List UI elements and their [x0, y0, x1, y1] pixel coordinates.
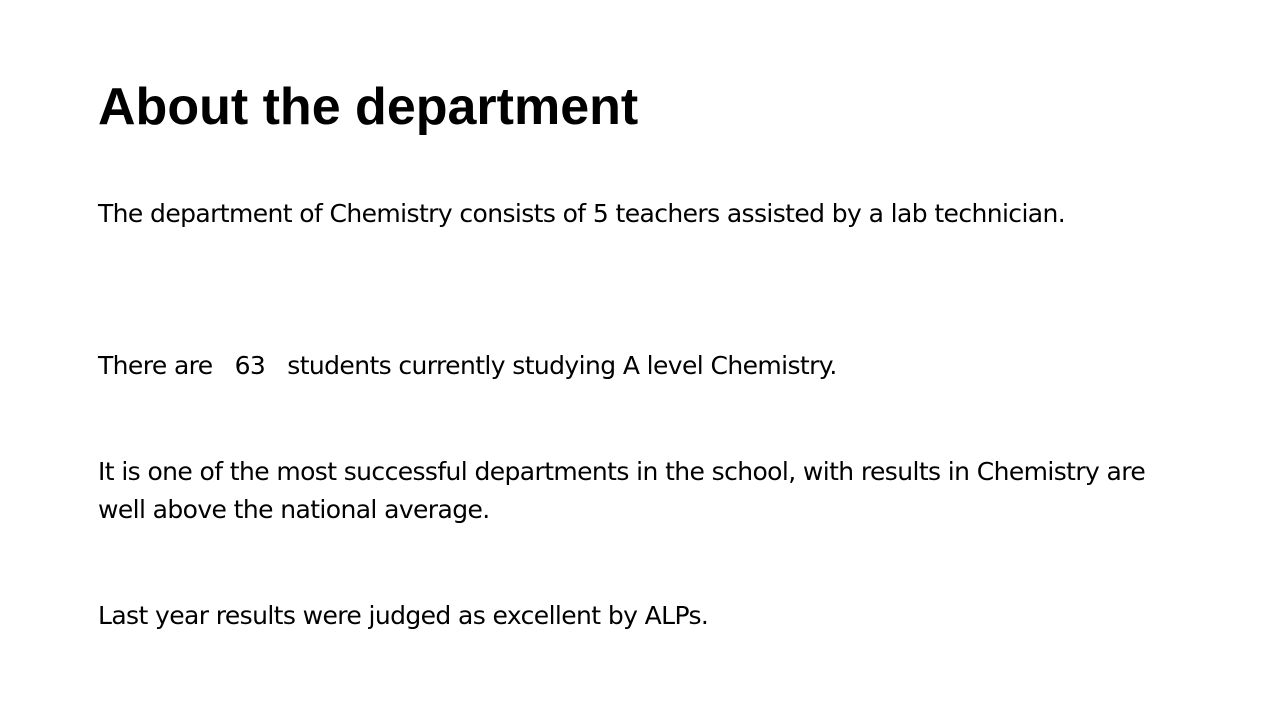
- paragraph-last-year-results: Last year results were judged as excellent by ALPs.: [98, 601, 709, 630]
- slide-title: About the department: [98, 78, 639, 136]
- paragraph-department-success: It is one of the most successful departments in the school, with results in Chemistry are well above the national average.: [98, 457, 1146, 524]
- paragraph-department-staff: The department of Chemistry consists of 5 teachers assisted by a lab technician.: [98, 199, 1066, 228]
- paragraph-student-count: There are 63 students currently studying A level Chemistry.: [98, 351, 837, 380]
